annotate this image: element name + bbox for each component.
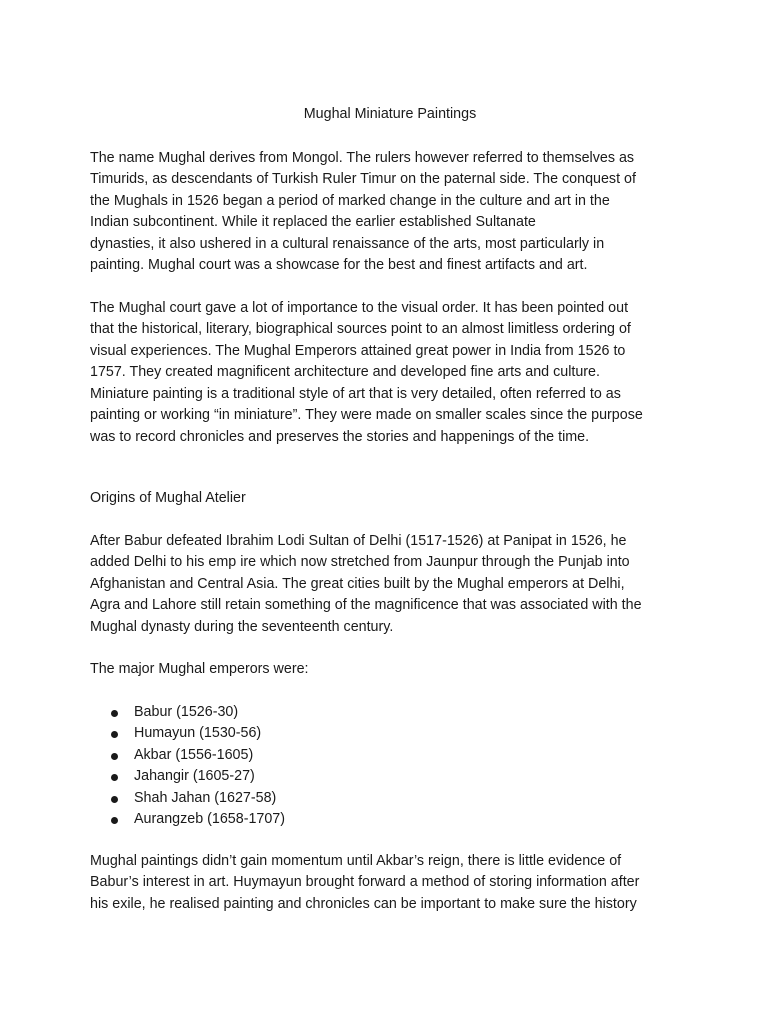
text-line: The Mughal court gave a lot of importance to the visual order. It has been pointed out — [90, 299, 629, 316]
list-item-label: Akbar (1556-1605) — [134, 746, 254, 763]
text-line: Indian subcontinent. While it replaced the earlier established Sultanate — [90, 214, 536, 230]
text-line: was to record chronicles and preserves the stories and happenings of the time. — [90, 428, 590, 445]
text-line: Mughal paintings didn’t gain momentum until Akbar’s reign, there is little evidence of — [90, 852, 622, 869]
text-line: dynasties, it also ushered in a cultural renaissance of the arts, most particularly in — [90, 235, 605, 252]
bullet-icon — [111, 753, 118, 760]
list-item-label: Humayun (1530-56) — [134, 725, 262, 741]
list-item — [90, 766, 680, 788]
text-line: After Babur defeated Ibrahim Lodi Sultan of Delhi (1517-1526) at Panipat in 1526, he — [90, 532, 627, 549]
text-line: painting or working “in miniature”. They were made on smaller scales since the purpose — [90, 407, 643, 423]
text-line: visual experiences. The Mughal Emperors attained great power in India from 1526 to — [90, 342, 626, 359]
list-item — [90, 809, 680, 831]
emperors-list — [90, 702, 680, 831]
text-line: that the historical, literary, biographical sources point to an almost limitless ordering of — [90, 321, 631, 337]
section-heading: Origins of Mughal Atelier — [90, 490, 246, 506]
text-line: The name Mughal derives from Mongol. The rulers however referred to themselves as — [90, 149, 635, 166]
list-item-label: Babur (1526-30) — [134, 703, 239, 720]
bullet-icon — [111, 774, 118, 781]
text-line: painting. Mughal court was a showcase for the best and finest artifacts and art. — [90, 257, 588, 273]
bullet-icon — [111, 710, 118, 717]
text-line: 1757. They created magnificent architecture and developed fine arts and culture. — [90, 364, 600, 380]
closing-paragraph — [90, 851, 680, 916]
intro-paragraph-1 — [90, 148, 680, 277]
document-content — [90, 104, 680, 936]
emperors-intro: The major Mughal emperors were: — [90, 661, 309, 677]
text-line: added Delhi to his emp ire which now stretched from Jaunpur through the Punjab into — [90, 554, 630, 570]
intro-paragraph-2 — [90, 298, 680, 449]
text-line: Afghanistan and Central Asia. The great cities built by the Mughal emperors at Delhi, — [90, 575, 625, 592]
bullet-icon — [111, 817, 118, 824]
list-item — [90, 788, 680, 810]
list-item-label: Aurangzeb (1658-1707) — [134, 811, 286, 827]
document-title: Mughal Miniature Paintings — [303, 106, 477, 122]
text-line: Mughal dynasty during the seventeenth century. — [90, 618, 394, 635]
bullet-icon — [111, 731, 118, 738]
list-item-label: Jahangir (1605-27) — [134, 768, 255, 784]
text-line: Agra and Lahore still retain something of the magnificence that was associated with the — [90, 597, 642, 613]
text-line: Babur’s interest in art. Huymayun brought forward a method of storing information after — [90, 874, 640, 890]
text-line: Miniature painting is a traditional style of art that is very detailed, often referred to as — [90, 385, 621, 402]
list-item — [90, 723, 680, 745]
list-item — [90, 745, 680, 767]
bullet-icon — [111, 796, 118, 803]
text-line: his exile, he realised painting and chronicles can be important to make sure the history — [90, 895, 637, 912]
list-item-label: Shah Jahan (1627-58) — [134, 789, 277, 806]
text-line: the Mughals in 1526 began a period of marked change in the culture and art in the — [90, 192, 610, 209]
text-line: Timurids, as descendants of Turkish Ruler Timur on the paternal side. The conquest of — [90, 171, 636, 187]
origins-paragraph — [90, 531, 680, 639]
list-item — [90, 702, 680, 724]
